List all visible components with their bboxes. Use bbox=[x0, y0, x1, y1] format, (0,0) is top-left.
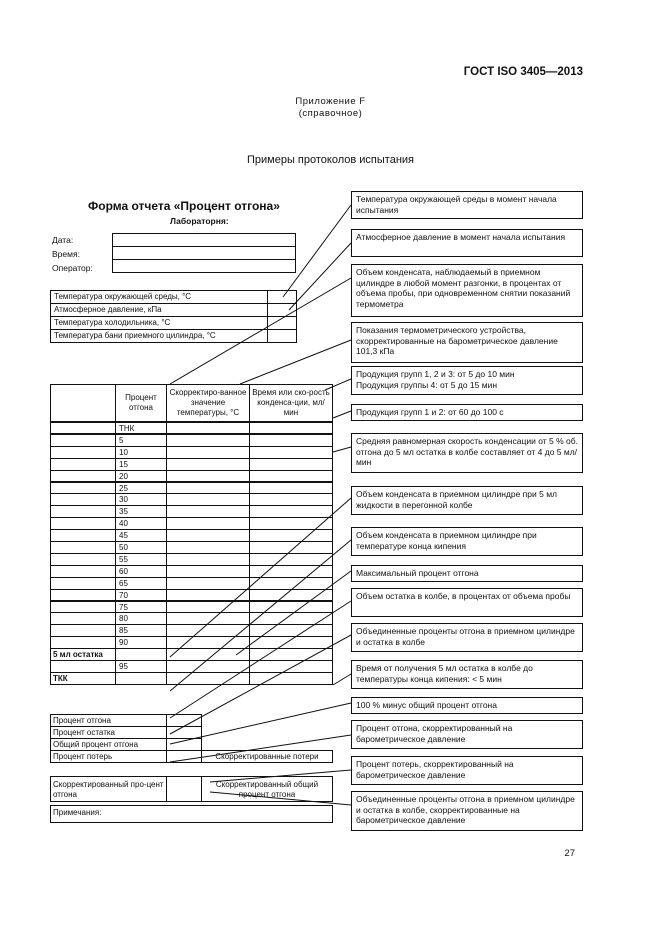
annex-label: Приложение F bbox=[295, 96, 366, 107]
annotation-text: Максимальный процент отгона bbox=[356, 568, 479, 578]
standard-number: ГОСТ ISO 3405—2013 bbox=[463, 66, 583, 78]
form-title: Форма отчета «Процент отгона» bbox=[88, 199, 280, 213]
row-percent-label: 45 bbox=[115, 529, 167, 542]
row-percent-label: 90 bbox=[115, 636, 167, 649]
leader-line bbox=[170, 735, 351, 762]
condition-label: Температура окружающей среды, °С bbox=[50, 290, 268, 304]
annotation-text: Процент отгона, скорректированный на барометрическое давление bbox=[356, 723, 513, 744]
row-tkk-label: ТКК bbox=[50, 672, 116, 685]
annotation-text: Продукция групп 1, 2 и 3: от 5 до 10 мин bbox=[356, 369, 515, 379]
section-title: Примеры протоколов испытания bbox=[247, 154, 414, 166]
row-percent-label: 5 bbox=[115, 434, 167, 447]
row-percent-label: 55 bbox=[115, 553, 167, 566]
annotation-text: Объединенные проценты отгона в приемном цилиндре и остатка в колбе bbox=[356, 626, 575, 647]
corrected-loss-label: Скорректированные потери bbox=[201, 750, 333, 763]
annex-type: (справочное) bbox=[298, 108, 363, 119]
leader-line bbox=[333, 411, 351, 418]
row-percent-label: 85 bbox=[115, 624, 167, 637]
row-percent-label: 30 bbox=[115, 493, 167, 506]
row-residue-label: 5 мл остатка bbox=[50, 648, 116, 661]
annotation-text: Процент потерь, скорректированный на барометрическое давление bbox=[356, 759, 514, 780]
annotation-text: Время от получения 5 мл остатка в колбе до температуры конца кипения: < 5 мин bbox=[356, 663, 533, 684]
row-percent-label: 60 bbox=[115, 565, 167, 578]
percent-distilled-label: Процент отгона bbox=[50, 714, 167, 727]
row-percent-label: 35 bbox=[115, 505, 167, 518]
annotation-text: Объем остатка в колбе, в процентах от объема пробы bbox=[356, 591, 571, 601]
col-percent-header: Процент отгона bbox=[115, 384, 167, 422]
percent-residue-label: Процент остатка bbox=[50, 726, 167, 739]
notes-label: Примечания: bbox=[50, 805, 333, 823]
leader-line bbox=[170, 635, 351, 734]
leader-line bbox=[210, 770, 351, 782]
operator-label: Оператор: bbox=[52, 263, 93, 273]
corrected-total-label: Скорректированный общий процент отгона bbox=[201, 776, 333, 802]
leader-line bbox=[325, 379, 351, 390]
annotation-text: 100 % минус общий процент отгона bbox=[356, 700, 497, 710]
row-tnk-label: ТНК bbox=[115, 422, 167, 434]
condition-label: Температура бани приемного цилиндра, °С bbox=[50, 329, 268, 343]
annotation-text: Атмосферное давление в момент начала испытания bbox=[356, 232, 566, 242]
lab-label: Лабораторня: bbox=[170, 216, 229, 226]
corrected-percent-label: Скорректированный про-цент отгона bbox=[50, 776, 167, 802]
col-corrected-header: Скорректиро-ванное значение температуры, °С bbox=[166, 384, 250, 422]
page-number: 27 bbox=[564, 848, 575, 859]
row-percent-label: 50 bbox=[115, 541, 167, 554]
row-percent-label: 40 bbox=[115, 517, 167, 530]
time-label: Время: bbox=[52, 249, 80, 259]
row-percent-label: 10 bbox=[115, 446, 167, 459]
annotation-text: Объединенные проценты отгона в приемном цилиндре и остатка в колбе, скорректированные на барометрическое давление bbox=[356, 794, 575, 825]
leader-line bbox=[283, 205, 351, 297]
leader-line bbox=[170, 601, 351, 718]
row-percent-label: 80 bbox=[115, 612, 167, 625]
annotation-text: Средняя равномерная скорость конденсации от 5 % об. отгона до 5 мл остатка в колбе составляет от 4 до 5 мл/мин bbox=[356, 436, 578, 467]
annotation-text: Температура окружающей среды в момент начала испытания bbox=[356, 194, 557, 215]
row-percent-label: 20 bbox=[115, 470, 167, 483]
row-percent-label: 70 bbox=[115, 589, 167, 602]
leader-line bbox=[210, 792, 351, 805]
percent-loss-label: Процент потерь bbox=[50, 750, 167, 763]
row-percent-label: 95 bbox=[115, 660, 167, 673]
leader-line bbox=[170, 278, 351, 384]
annotation-text: Продукция группы 4: от 5 до 15 мин bbox=[356, 379, 498, 390]
col-time-header: Время или ско-рость конденса-ции, мл/мин bbox=[249, 384, 333, 422]
row-percent-label: 15 bbox=[115, 458, 167, 471]
leader-line bbox=[170, 540, 351, 691]
leader-line bbox=[240, 340, 351, 384]
leader-line bbox=[333, 674, 351, 685]
annotation-text: Показания термометрического устройства, скорректированные на барометрическое давление 101,3 кПа bbox=[356, 325, 558, 356]
leader-line bbox=[170, 703, 351, 744]
leader-line bbox=[170, 498, 351, 657]
row-percent-label: 75 bbox=[115, 601, 167, 614]
annotation-text: Объем конденсата в приемном цилиндре при 5 мл жидкости в перегонной колбе bbox=[356, 489, 558, 510]
condition-label: Температура холодильника, °С bbox=[50, 316, 268, 330]
total-percent-label: Общий процент отгона bbox=[50, 738, 167, 751]
annotation-text: Объем конденсата в приемном цилиндре при температуре конца кипения bbox=[356, 530, 537, 551]
annotation-text: Продукция групп 1 и 2: от 60 до 100 с bbox=[356, 407, 504, 417]
row-percent-label: 65 bbox=[115, 577, 167, 590]
condition-label: Атмосферное давление, кПа bbox=[50, 303, 268, 317]
date-label: Дата: bbox=[52, 235, 74, 245]
leader-line bbox=[333, 447, 351, 452]
row-percent-label: 25 bbox=[115, 482, 167, 495]
annotation-text: Объем конденсата, наблюдаемый в приемном цилиндре в любой момент разгонки, в процентах от объема пробы, при одновременном снятии показаний термометра bbox=[356, 267, 571, 309]
